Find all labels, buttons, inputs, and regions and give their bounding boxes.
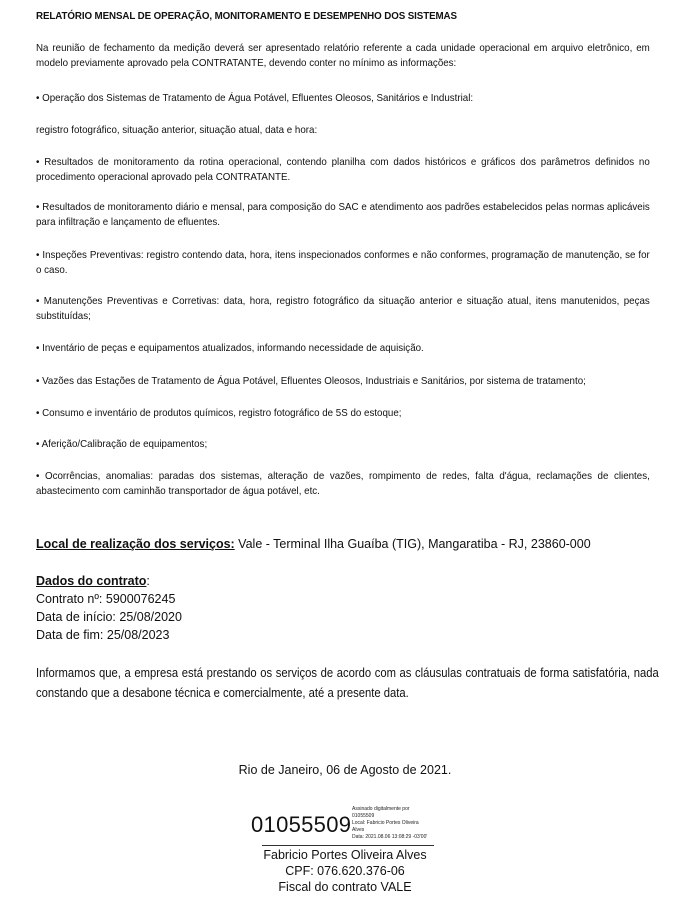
- list-item: • Resultados de monitoramento da rotina operacional, contendo planilha com dados históricos e gráficos dos parâmetros definidos no procedimento operacional aprovado pela CONTRATANTE.: [36, 156, 650, 183]
- list-item: • Manutenções Preventivas e Corretivas: data, hora, registro fotográfico da situação anterior e situação atual, itens manutenidos, peças substituídas;: [36, 295, 650, 322]
- signature-meta-line: Local: Fabricio Portes Oliveira: [352, 820, 419, 826]
- signature-meta-line: Alves: [352, 827, 365, 833]
- signature-line: [262, 845, 434, 846]
- digital-signature-code: 01055509: [251, 812, 352, 837]
- list-item: • Consumo e inventário de produtos químicos, registro fotográfico de 5S do estoque;: [36, 407, 402, 419]
- contract-start-date: Data de início: 25/08/2020: [36, 610, 182, 624]
- service-location: [36, 535, 591, 553]
- list-item: • Inspeções Preventivas: registro contendo data, hora, itens inspecionados conformes e não conformes, programação de manutenção, se for o caso.: [36, 249, 650, 276]
- signature-meta-line: 01055509: [352, 813, 375, 819]
- contract-heading: [36, 572, 150, 590]
- service-location-value: Vale - Terminal Ilha Guaíba (TIG), Mangaratiba - RJ, 23860-000: [234, 537, 591, 551]
- digital-signature-meta: [352, 806, 427, 841]
- contract-heading-suffix: :: [146, 574, 150, 588]
- contract-number: Contrato nº: 5900076245: [36, 592, 176, 606]
- signer-cpf: CPF: 076.620.376-06: [285, 864, 405, 878]
- list-item: • Ocorrências, anomalias: paradas dos sistemas, alteração de vazões, rompimento de redes, falta d'água, reclamações de clientes, abastecimento com caminhão transportador de água potável, etc.: [36, 470, 650, 497]
- contract-heading-label: Dados do contrato: [36, 574, 147, 588]
- signer-role: Fiscal do contrato VALE: [278, 880, 412, 894]
- report-title: RELATÓRIO MENSAL DE OPERAÇÃO, MONITORAMENTO E DESEMPENHO DOS SISTEMAS: [36, 10, 457, 22]
- list-item: • Operação dos Sistemas de Tratamento de Água Potável, Efluentes Oleosos, Sanitários e Industrial:: [36, 92, 474, 104]
- signature-meta-line: Data: 2021.08.06 13:08:29 -03'00': [352, 834, 428, 840]
- closing-statement: Informamos que, a empresa está prestando os serviços de acordo com as cláusulas contratuais de forma satisfatória, nada constando que a desabone técnica e comercialmente, até a presente data.: [36, 666, 659, 700]
- service-location-label: Local de realização dos serviços:: [36, 537, 235, 551]
- place-date: Rio de Janeiro, 06 de Agosto de 2021.: [238, 763, 452, 777]
- list-item: • Inventário de peças e equipamentos atualizados, informando necessidade de aquisição.: [36, 342, 424, 354]
- list-item: • Vazões das Estações de Tratamento de Água Potável, Efluentes Oleosos, Industriais e Sanitários, por sistema de tratamento;: [36, 375, 586, 387]
- list-item: • Resultados de monitoramento diário e mensal, para composição do SAC e atendimento aos padrões estabelecidos pelas normas aplicáveis para infiltração e lançamento de efluentes.: [36, 201, 650, 228]
- contract-end-date: Data de fim: 25/08/2023: [36, 628, 170, 642]
- report-intro: Na reunião de fechamento da medição deverá ser apresentado relatório referente a cada unidade operacional em arquivo eletrônico, em modelo previamente aprovado pela CONTRATANTE, devendo conter no mínimo as informações:: [36, 42, 650, 69]
- list-item: • Aferição/Calibração de equipamentos;: [36, 438, 208, 450]
- list-item: registro fotográfico, situação anterior, situação atual, data e hora:: [36, 124, 318, 136]
- signature-meta-line: Assinado digitalmente por: [352, 806, 410, 812]
- signer-name: Fabricio Portes Oliveira Alves: [263, 848, 427, 862]
